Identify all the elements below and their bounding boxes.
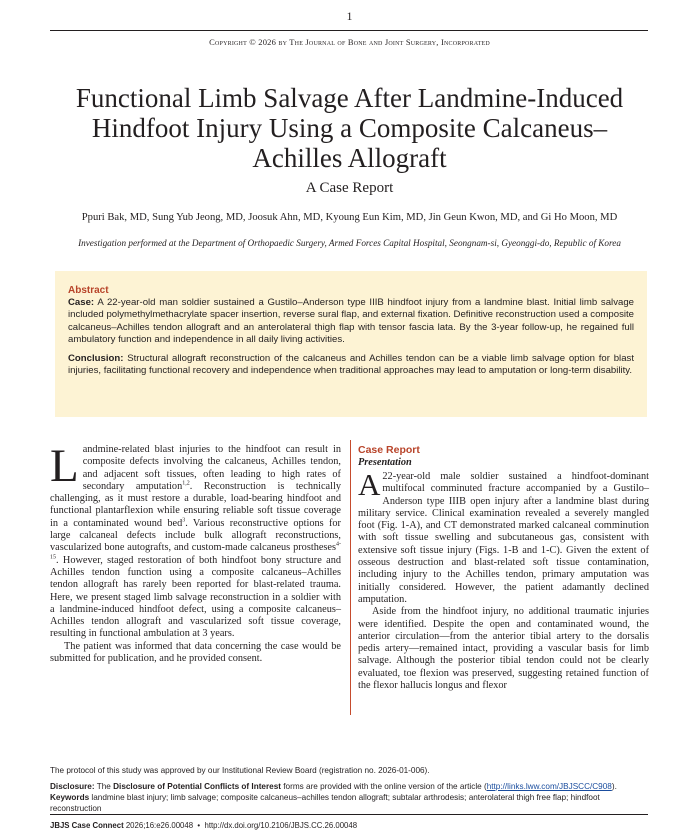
case-report-heading: Case Report — [358, 444, 420, 456]
keywords-text: landmine blast injury; limb salvage; composite calcaneus–achilles tendon allograft; subtalar arthrodesis; anterolateral thigh free flap; hindfoot reconstruction — [50, 793, 600, 813]
footer-journal: JBJS Case Connect — [50, 821, 124, 830]
header-rule — [50, 30, 648, 31]
intro-text-b: . Reconstruction is technically challenging, as it must restore a durable, load-bearing hindfoot and functional plantarflexion while ensuring reliable soft tissue coverage in a contaminated wound bed — [50, 480, 341, 529]
disclosure-line — [50, 781, 650, 792]
body-left-column — [50, 440, 341, 665]
presentation-paragraph-1 — [358, 467, 649, 606]
title-line-2: Hindfoot Injury Using a Composite Calcaneus– — [91, 113, 608, 143]
abstract-case-text: A 22-year-old man soldier sustained a Gustilo–Anderson type IIIB hindfoot injury from a landmine blast. Initial limb salvage included polymethylmethacrylate spacer insertion, reverse sural flap, and external fixation. Definitive reconstruction used a composite calcaneus–Achilles tendon allograft and an anterolateral thigh flap with tensor fascia lata. By the 3-year follow-up, he regained full ambulatory function and independence in all daily living activities. — [68, 297, 634, 345]
copyright-line: Copyright © 2026 by The Journal of Bone and Joint Surgery, Incorporated — [209, 37, 490, 47]
author-list: Ppuri Bak, MD, Sung Yub Jeong, MD, Joosuk Ahn, MD, Kyoung Eun Kim, MD, Jin Geun Kwon, MD, and Gi Ho Moon, MD — [81, 212, 618, 223]
keywords-label: Keywords — [50, 793, 90, 802]
irb-statement: The protocol of this study was approved by our Institutional Review Board (registration no. 2026-01-006). — [50, 766, 430, 775]
title-line-1: Functional Limb Salvage After Landmine-Induced — [75, 83, 624, 113]
body-right-column — [358, 444, 649, 692]
abstract-case-label: Case: — [68, 297, 95, 308]
abstract-box — [55, 271, 647, 417]
affiliation: Investigation performed at the Department of Orthopaedic Surgery, Armed Forces Capital Hospital, Seongnam-si, Gyeonggi-do, Republic of Korea — [78, 238, 621, 248]
intro-ref-3: 4-15 — [50, 541, 341, 561]
footer-bullet: • — [197, 821, 201, 830]
footer-doi[interactable]: http://dx.doi.org/10.2106/JBJS.CC.26.00048 — [204, 821, 358, 830]
abstract-case — [68, 297, 634, 346]
intro-text-a: andmine-related blast injuries to the hindfoot can result in composite defects involving the calcaneus, Achilles tendon, and adjacent soft tissues, often leading to high rates of secondary amputation — [82, 444, 341, 492]
column-divider — [350, 440, 351, 715]
intro-ref-2: 3 — [182, 517, 186, 524]
consent-paragraph: The patient was informed that data concerning the case would be submitted for publication, and he provided consent. — [50, 640, 341, 665]
page-footer — [50, 821, 650, 830]
disclosure-link[interactable]: http://links.lww.com/JBJSCC/C908 — [486, 782, 612, 791]
abstract-conclusion-text: Structural allograft reconstruction of the calcaneus and Achilles tendon can be a viable limb salvage option for blast injuries, facilitating functional recovery and independence when traditional approaches may lead to amputation or long-term disability. — [68, 353, 634, 377]
footer-citation: 2026;16:e26.00048 — [125, 821, 194, 830]
intro-paragraph — [50, 440, 341, 641]
abstract-conclusion-label: Conclusion: — [68, 353, 124, 365]
presentation-subheading: Presentation — [358, 457, 412, 468]
article-title — [40, 83, 659, 173]
intro-text-c: . Various reconstructive options for large calcaneal defects include bulk allograft reconstructions, vascularized bone autografts, and custom-made calcaneus prostheses — [50, 517, 341, 554]
page-number: 1 — [346, 9, 353, 23]
disclosure-label: Disclosure: — [50, 782, 95, 791]
disclosure-pre: The — [96, 782, 111, 791]
footer-rule — [50, 814, 648, 815]
disclosure-bold: Disclosure of Potential Conflicts of Interest — [113, 782, 281, 791]
abstract-heading: Abstract — [68, 285, 109, 296]
intro-dropcap: L — [50, 440, 79, 492]
intro-text-d: . However, staged restoration of both hindfoot bony structure and Achilles tendon function using a composite calcaneus–Achilles tendon allograft has rarely been reported for blast-related trauma. Here, we present staged limb salvage reconstruction in a soldier with a landmine-induced hindfoot defect, using a composite calcaneus–Achilles tendon allograft and vascularized soft tissue coverage, resulting in functional ambulation at 3 years. — [50, 554, 341, 640]
presentation-paragraph-2: Aside from the hindfoot injury, no additional traumatic injuries were identified. Despite the open and contaminated wound, the anterior circulation—from the anterior tibial artery to the dorsalis pedis artery—remained intact, providing a vascular basis for limb salvage. Although the posterior tibial tendon could not be clearly evaluated, toe flexion was preserved, suggesting retained function of the flexor hallucis longus and flexor — [358, 606, 649, 692]
presentation-dropcap: A — [358, 467, 381, 502]
footnotes — [50, 765, 650, 814]
presentation-text-1: 22-year-old male soldier sustained a hindfoot-dominant multifocal comminuted fracture accompanied by a Gustilo–Anderson type IIIB open injury after a landmine blast during military service. Clinical examination revealed a severely mangled foot (Fig. 1-A), and CT demonstrated marked calcaneal comminution with soft tissue swelling and subcutaneous gas, consistent with extensive soft tissue injury (Figs. 1-B and 1-C). Given the extent of osseous destruction and blast-related soft tissue contamination, including injury to the Achilles tendon, primary amputation was initially considered. However, the patient adamantly declined amputation. — [358, 471, 649, 605]
keywords-line — [50, 792, 650, 814]
title-line-3: Achilles Allograft — [252, 143, 447, 173]
article-subtitle: A Case Report — [305, 180, 394, 196]
abstract-conclusion — [68, 353, 634, 378]
intro-ref-1: 1,2 — [182, 480, 190, 487]
disclosure-text: forms are provided with the online version of the article ( — [283, 782, 487, 791]
disclosure-end: ). — [611, 782, 617, 791]
